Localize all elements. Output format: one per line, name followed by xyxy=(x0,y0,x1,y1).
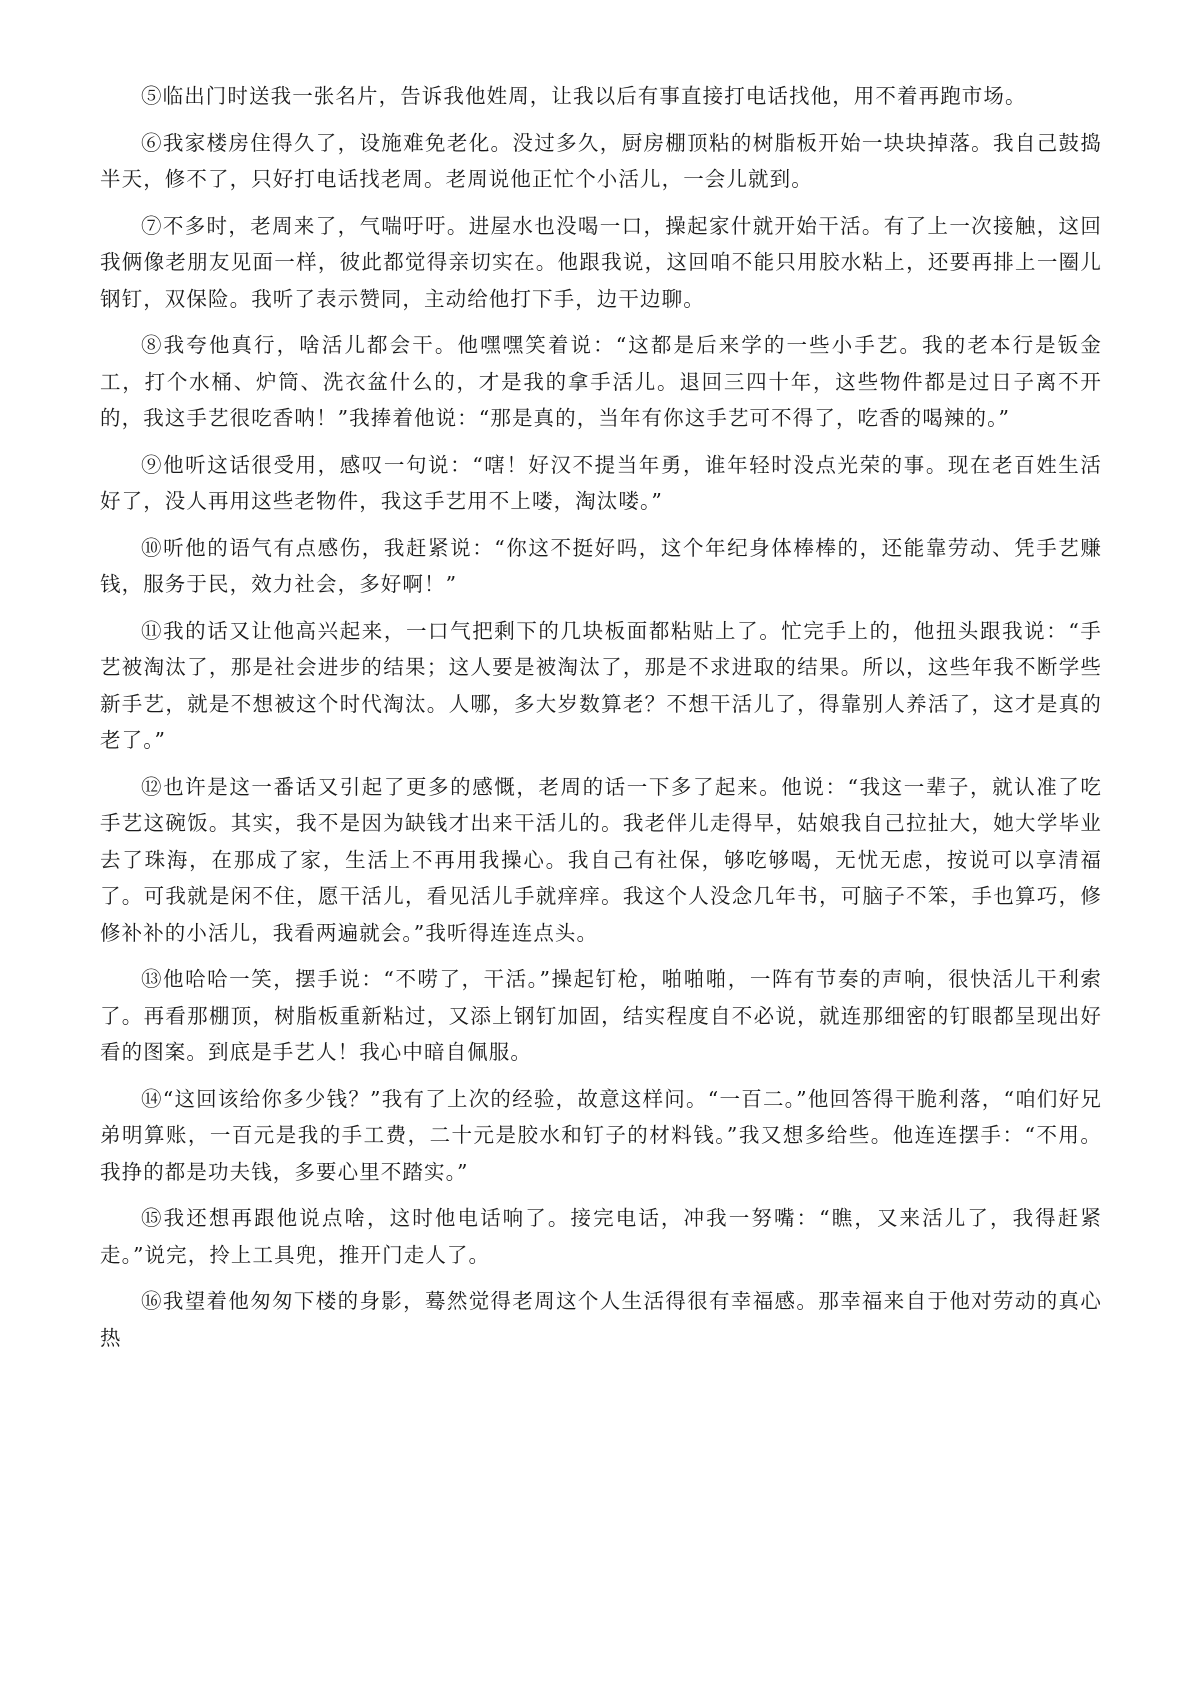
paragraph-9: ⑨他听这话很受用，感叹一句说：“嗐！好汉不提当年勇，谁年轻时没点光荣的事。现在老百姓生活好了，没人再用这些老物件，我这手艺用不上喽，淘汰喽。” xyxy=(100,452,1102,513)
paragraph-8: ⑧我夸他真行，啥活儿都会干。他嘿嘿笑着说：“这都是后来学的一些小手艺。我的老本行是钣金工，打个水桶、炉筒、洗衣盆什么的，才是我的拿手活儿。退回三四十年，这些物件都是过日子离不开的，我这手艺很吃香呐！”我捧着他说：“那是真的，当年有你这手艺可不得了，吃香的喝辣的。” xyxy=(100,333,1102,430)
paragraph-10: ⑩听他的语气有点感伤，我赶紧说：“你这不挺好吗，这个年纪身体棒棒的，还能靠劳动、凭手艺赚钱，服务于民，效力社会，多好啊！” xyxy=(100,535,1102,596)
paragraph-12: ⑫也许是这一番话又引起了更多的感慨，老周的话一下多了起来。他说：“我这一辈子，就认准了吃手艺这碗饭。其实，我不是因为缺钱才出来干活儿的。我老伴儿走得早，姑娘我自己拉扯大，她大学毕业去了珠海，在那成了家，生活上不再用我操心。我自己有社保，够吃够喝，无忧无虑，按说可以享清福了。可我就是闲不住，愿干活儿，看见活儿手就痒痒。我这个人没念几年书，可脑子不笨，手也算巧，修修补补的小活儿，我看两遍就会。”我听得连连点头。 xyxy=(100,774,1102,945)
paragraph-7: ⑦不多时，老周来了，气喘吁吁。进屋水也没喝一口，操起家什就开始干活。有了上一次接触，这回我俩像老朋友见面一样，彼此都觉得亲切实在。他跟我说，这回咱不能只用胶水粘上，还要再排上一圈儿钢钉，双保险。我听了表示赞同，主动给他打下手，边干边聊。 xyxy=(100,213,1102,311)
paragraph-6: ⑥我家楼房住得久了，设施难免老化。没过多久，厨房棚顶粘的树脂板开始一块块掉落。我自己鼓捣半天，修不了，只好打电话找老周。老周说他正忙个小活儿，一会儿就到。 xyxy=(100,130,1102,191)
paragraph-14: ⑭“这回该给你多少钱？”我有了上次的经验，故意这样问。“一百二。”他回答得干脆利落，“咱们好兄弟明算账，一百元是我的手工费，二十元是胶水和钉子的材料钱。”我又想多给些。他连连摆手：“不用。我挣的都是功夫钱，多要心里不踏实。” xyxy=(100,1086,1102,1184)
paragraph-16: ⑯我望着他匆匆下楼的身影，蓦然觉得老周这个人生活得很有幸福感。那幸福来自于他对劳动的真心热 xyxy=(100,1289,1102,1350)
paragraph-5: ⑤临出门时送我一张名片，告诉我他姓周，让我以后有事直接打电话找他，用不着再跑市场。 xyxy=(141,84,1027,108)
paragraph-13: ⑬他哈哈一笑，摆手说：“不唠了，干活。”操起钉枪，啪啪啪，一阵有节奏的声响，很快活儿干利索了。再看那棚顶，树脂板重新粘过，又添上钢钉加固，结实程度自不必说，就连那细密的钉眼都呈现出好看的图案。到底是手艺人！我心中暗自佩服。 xyxy=(100,967,1102,1064)
paragraph-11: ⑪我的话又让他高兴起来，一口气把剩下的几块板面都粘贴上了。忙完手上的，他扭头跟我说：“手艺被淘汰了，那是社会进步的结果；这人要是被淘汰了，那是不求进取的结果。所以，这些年我不断学些新手艺，就是不想被这个时代淘汰。人哪，多大岁数算老？不想干活儿了，得靠别人养活了，这才是真的老了。” xyxy=(100,618,1102,752)
paragraph-15: ⑮我还想再跟他说点啥，这时他电话响了。接完电话，冲我一努嘴：“瞧，又来活儿了，我得赶紧走。”说完，拎上工具兜，推开门走人了。 xyxy=(100,1206,1102,1267)
